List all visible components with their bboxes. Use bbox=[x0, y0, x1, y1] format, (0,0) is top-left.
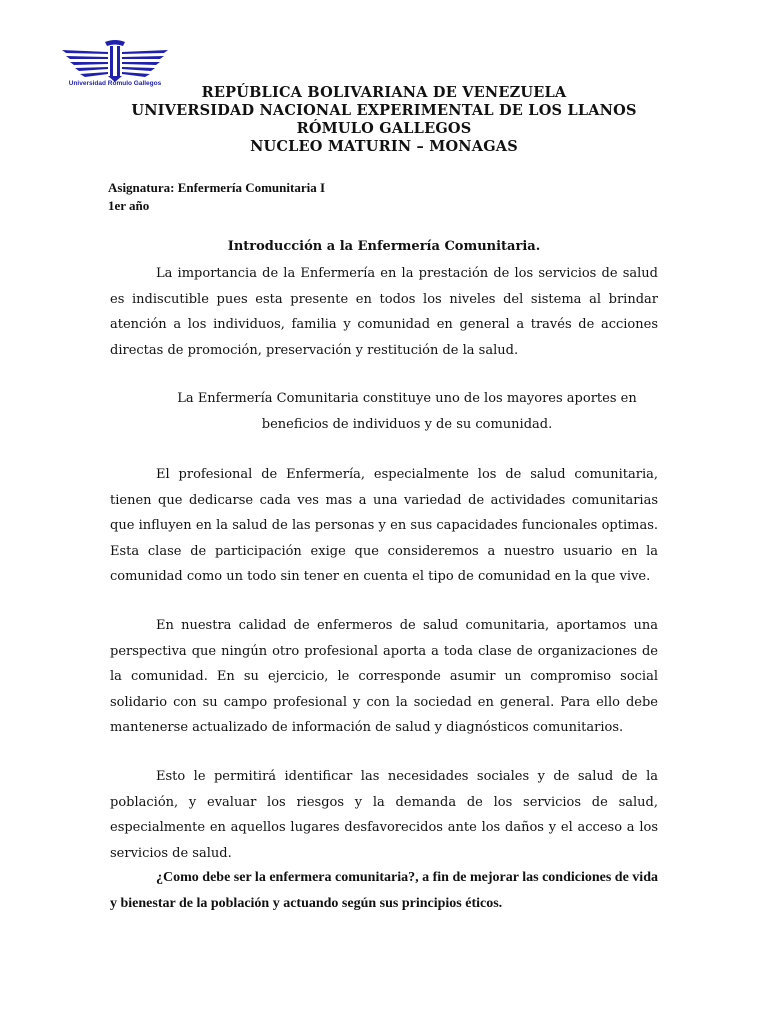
document-header bbox=[0, 84, 768, 156]
header-line-country: REPÚBLICA BOLIVARIANA DE VENEZUELA bbox=[201, 84, 567, 101]
subject-info bbox=[108, 179, 325, 215]
header-line-university-name: RÓMULO GALLEGOS bbox=[296, 120, 472, 137]
header-line-campus: NUCLEO MATURIN – MONAGAS bbox=[250, 138, 518, 155]
paragraph-5: Esto le permitirá identificar las necesidades sociales y de salud de la población, y evaluar los riesgos y la demanda de los servicios de salud, especialmente en aquellos lugares desfavorecidos ante los daños y el acceso a los servicios de salud. bbox=[110, 769, 658, 861]
header-line-university: UNIVERSIDAD NACIONAL EXPERIMENTAL DE LOS LLANOS bbox=[131, 102, 637, 119]
section-title: Introducción a la Enfermería Comunitaria. bbox=[227, 239, 541, 254]
paragraph-2: La Enfermería Comunitaria constituye uno de los mayores aportes en beneficios de individuos y de su comunidad. bbox=[177, 391, 637, 432]
logo-caption: Universidad Rómulo Gallegos bbox=[68, 80, 162, 87]
paragraph-1: La importancia de la Enfermería en la prestación de los servicios de salud es indiscutible pues esta presente en todos los niveles del sistema al brindar atención a los individuos, familia y comunidad en general a través de acciones directas de promoción, preservación y restitución de la salud. bbox=[110, 266, 658, 358]
paragraph-4: En nuestra calidad de enfermeros de salud comunitaria, aportamos una perspectiva que ningún otro profesional aporta a toda clase de organizaciones de la comunidad. En su ejercicio, le corresponde asumir un compromiso social solidario con su campo profesional y con la sociedad en general. Para ello debe mantenerse actualizado de información de salud y diagnósticos comunitarios. bbox=[110, 618, 658, 735]
paragraph-6-question: ¿Como debe ser la enfermera comunitaria?, a fin de mejorar las condiciones de vida y bienestar de la población y actuando según sus principios éticos. bbox=[110, 870, 658, 911]
subject-asignatura: Asignatura: Enfermería Comunitaria I bbox=[108, 180, 326, 195]
subject-year: 1er año bbox=[108, 198, 150, 213]
paragraph-3: El profesional de Enfermería, especialmente los de salud comunitaria, tienen que dedicarse cada ves mas a una variedad de actividades comunitarias que influyen en la salud de las personas y en sus capacidades funcionales optimas. Esta clase de participación exige que consideremos a nuestro usuario en la comunidad como un todo sin tener en cuenta el tipo de comunidad en la que vive. bbox=[110, 467, 658, 584]
